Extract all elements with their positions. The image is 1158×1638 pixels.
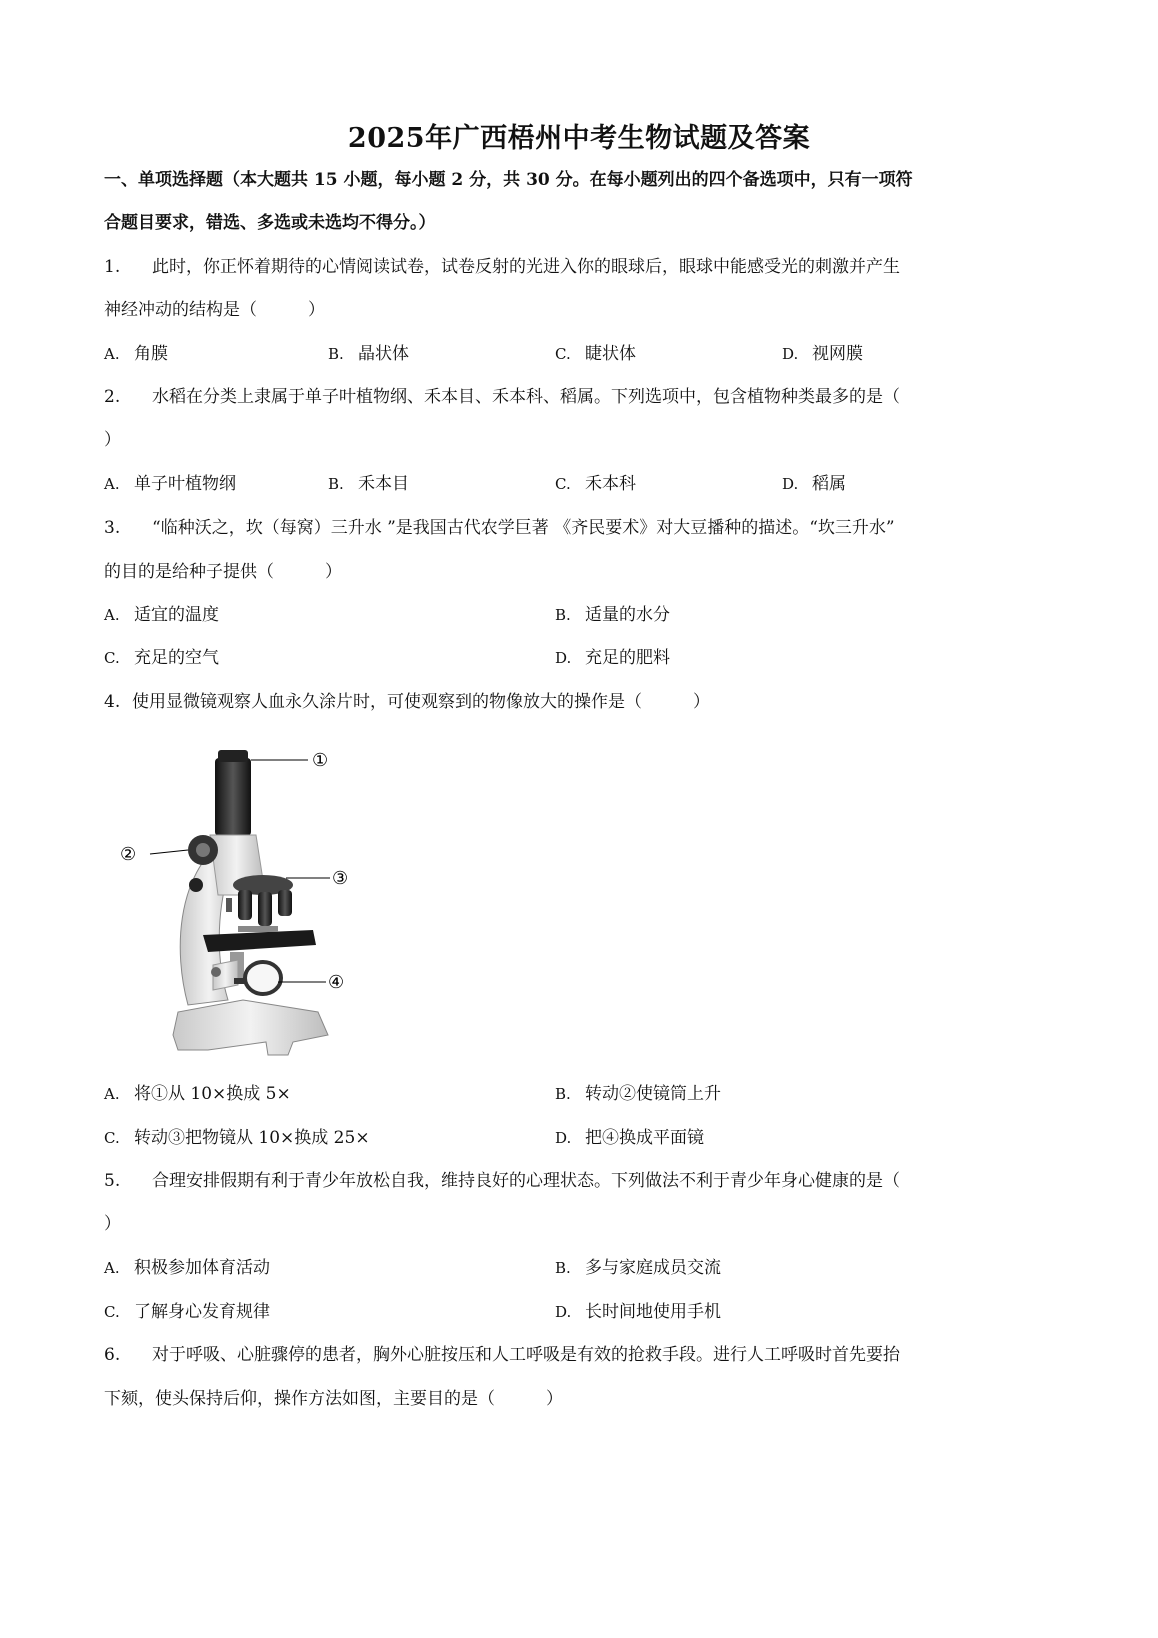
question-text: 使用显微镜观察人血永久涂片时，可使观察到的物像放大的操作是（ ） [132,692,710,712]
stage [203,930,316,952]
question-3-line2: 的目的是给种子提供（ ） [104,562,342,582]
option-a: A. 角膜 [104,344,168,364]
option-b: B. 多与家庭成员交流 [555,1258,721,1278]
question-1-line2: 神经冲动的结构是（ ） [104,300,325,320]
question-1 [104,255,900,279]
label-3: ③ [332,868,349,889]
question-text: 合理安排假期有利于青少年放松自我，维持良好的心理状态。下列做法不利于青少年身心健康的是（ [152,1171,900,1191]
question-number: 5. [104,1171,121,1191]
question-3 [104,516,895,540]
question-6 [104,1343,900,1367]
page-title: 2025年广西梧州中考生物试题及答案 [347,123,811,154]
eyepiece [215,758,251,836]
option-d: D. 充足的肥料 [555,648,670,668]
question-5-line2: ） [104,1214,121,1234]
label-2: ② [120,844,137,865]
option-b: B. 禾本目 [328,474,409,494]
label-1: ① [312,750,329,771]
option-b: B. 适量的水分 [555,605,670,625]
question-2 [104,385,900,409]
question-number: 2. [104,387,121,407]
option-a: A. 单子叶植物纲 [104,474,236,494]
microscope-figure [118,750,368,1070]
option-c: C. 转动③把物镜从 10×换成 25× [104,1128,370,1148]
question-number: 3. [104,518,121,538]
label-4: ④ [328,972,345,993]
option-d: D. 长时间地使用手机 [555,1302,721,1322]
section-heading-line1: 一、单项选择题（本大题共 15 小题，每小题 2 分，共 30 分。在每小题列出的四个备选项中，只有一项符 [104,170,913,190]
question-text: 对于呼吸、心脏骤停的患者，胸外心脏按压和人工呼吸是有效的抢救手段。进行人工呼吸时首先要抬 [152,1345,900,1365]
option-d: D. 稻属 [782,474,846,494]
option-a: A. 积极参加体育活动 [104,1258,270,1278]
option-c: C. 充足的空气 [104,648,219,668]
question-2-line2: ） [104,430,121,450]
question-number: 6. [104,1345,121,1365]
question-text: 此时，你正怀着期待的心情阅读试卷，试卷反射的光进入你的眼球后，眼球中能感受光的刺激并产生 [152,257,900,277]
option-b: B. 晶状体 [328,344,409,364]
question-4 [104,690,710,714]
question-text: 水稻在分类上隶属于单子叶植物纲、禾本目、禾本科、稻属。下列选项中，包含植物种类最多的是（ [152,387,900,407]
option-a: A. 将①从 10×换成 5× [104,1084,291,1104]
question-5 [104,1169,900,1193]
option-c: C. 了解身心发育规律 [104,1302,270,1322]
option-a: A. 适宜的温度 [104,605,219,625]
option-c: C. 禾本科 [555,474,636,494]
option-d: D. 把④换成平面镜 [555,1128,704,1148]
question-text: “临种沃之，坎（每窝）三升水 ”是我国古代农学巨著 《齐民要术》对大豆播种的描述。“坎三升水” [152,518,895,538]
question-number: 1. [104,257,121,277]
option-d: D. 视网膜 [782,344,863,364]
option-c: C. 睫状体 [555,344,636,364]
mirror [245,962,281,994]
question-6-line2: 下颏，使头保持后仰，操作方法如图，主要目的是（ ） [104,1389,563,1409]
option-b: B. 转动②使镜筒上升 [555,1084,721,1104]
question-number: 4. [104,692,121,712]
section-heading-line2: 合题目要求，错选、多选或未选均不得分。） [104,213,436,233]
